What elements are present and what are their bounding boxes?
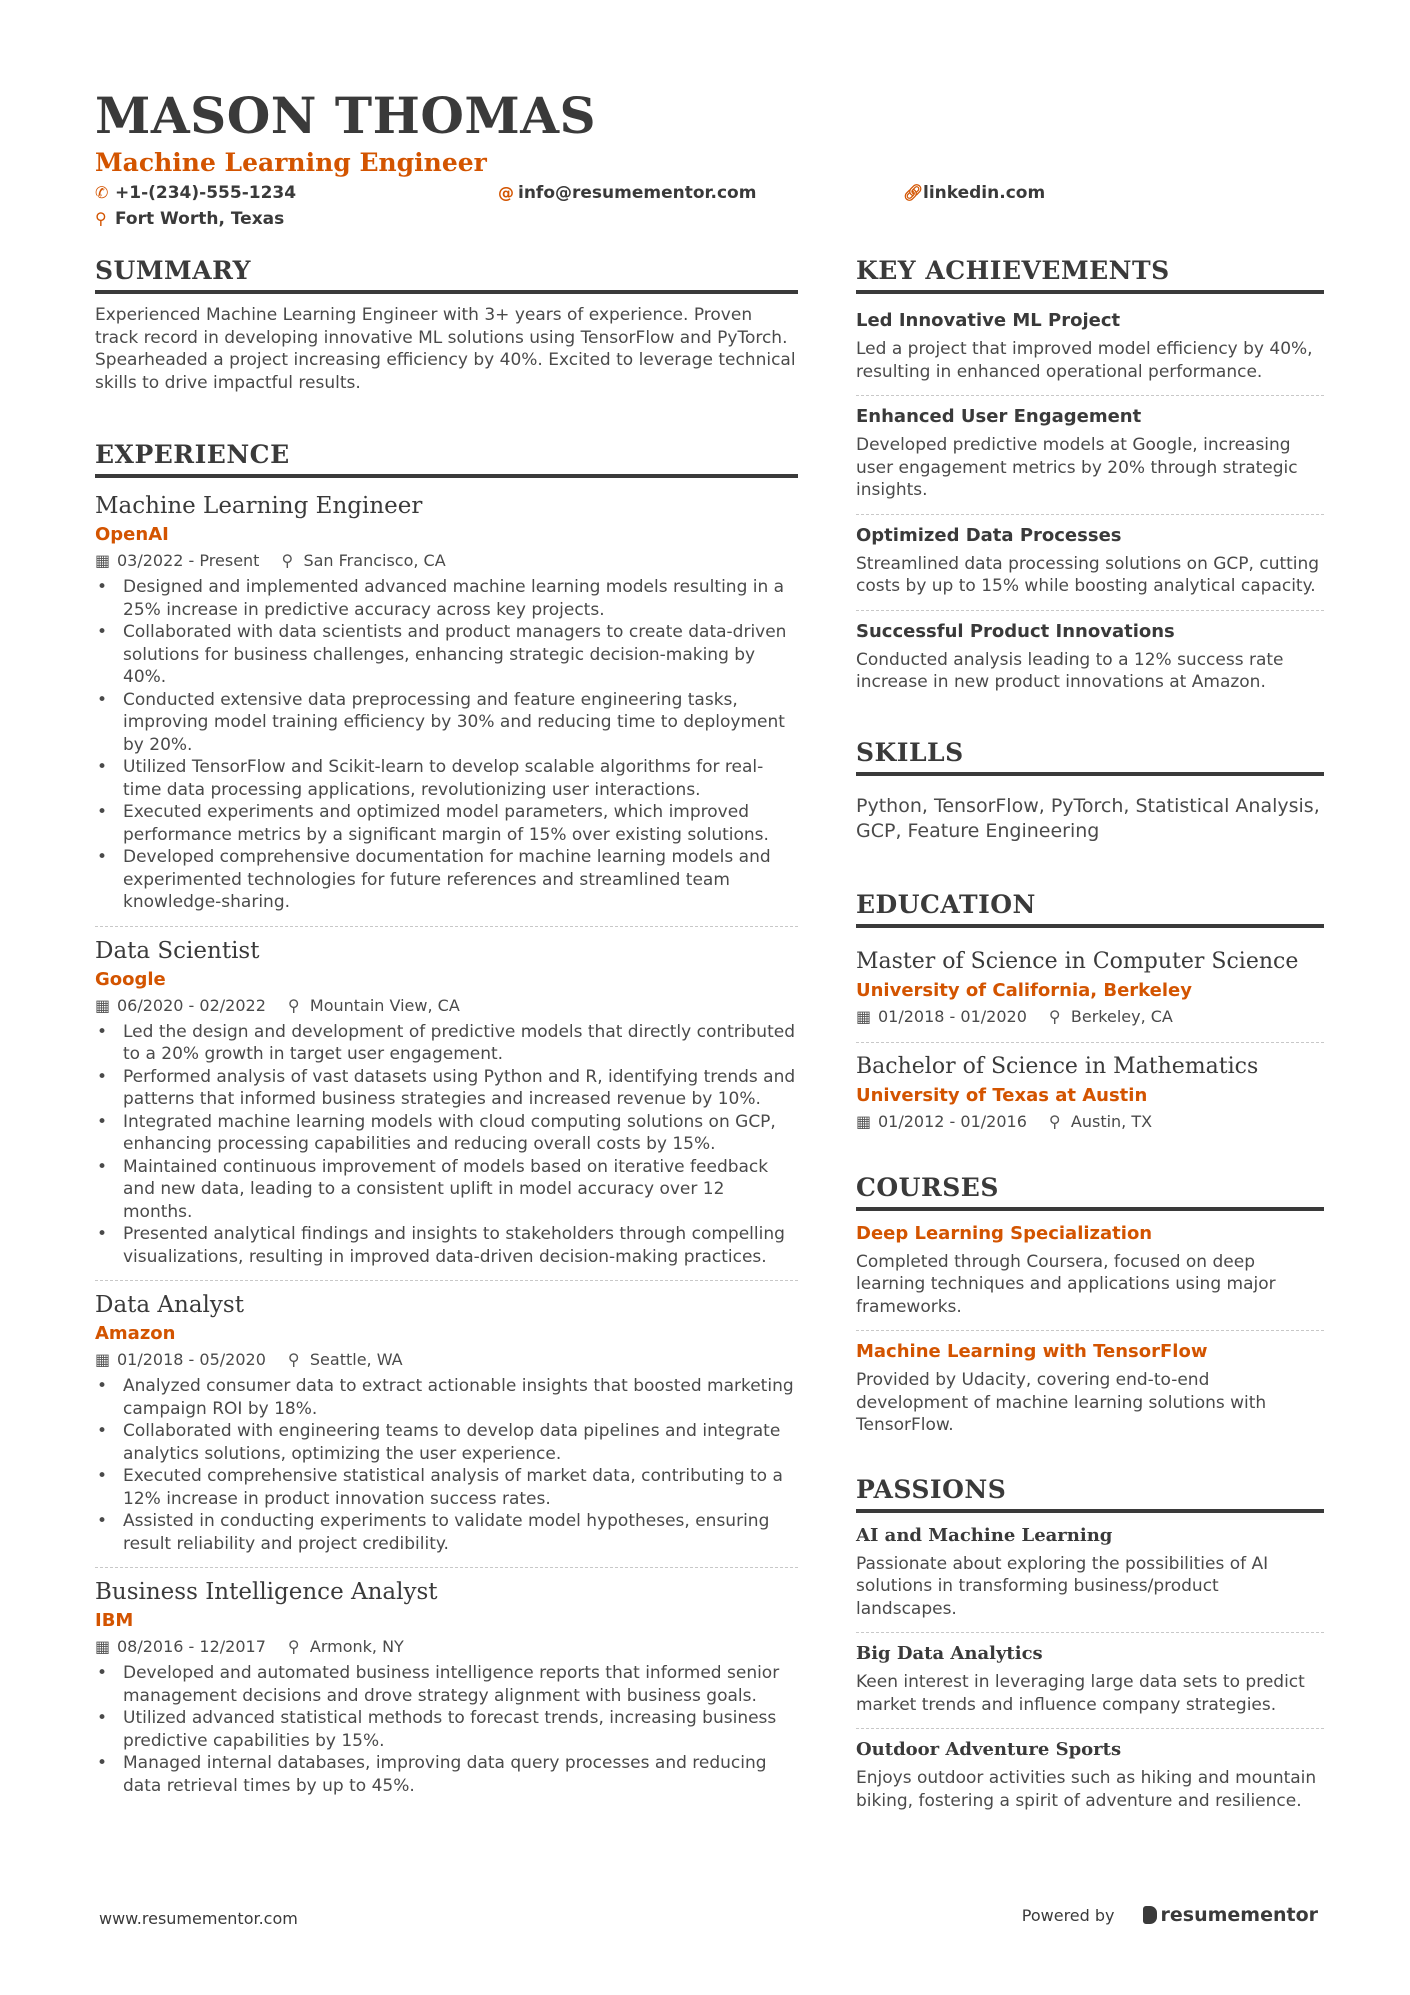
linkedin-text[interactable]: linkedin.com xyxy=(923,183,1046,203)
divider xyxy=(856,610,1324,611)
calendar-icon: ▦ xyxy=(856,1006,872,1026)
bullet-item: • Analyzed consumer data to extract actionable insights that boosted marketing campaign ROI by 18%. xyxy=(95,1375,798,1420)
meta-row xyxy=(95,993,798,1019)
degree-title: Bachelor of Science in Mathematics xyxy=(856,1053,1259,1079)
bullet-item: • Performed analysis of vast datasets using Python and R, identifying trends and patterns that informed business strategies and increased revenue by 10%. xyxy=(95,1066,798,1111)
contact-info xyxy=(95,180,1325,232)
location: San Francisco, CA xyxy=(303,551,446,570)
location: Austin, TX xyxy=(1070,1111,1153,1131)
company-name: IBM xyxy=(95,1610,134,1631)
map-pin-icon: ⚲ xyxy=(287,1637,300,1656)
at-icon: @ xyxy=(498,183,514,202)
footer-powered xyxy=(1022,1904,1318,1926)
contact-phone xyxy=(95,180,296,206)
bullet-item: • Executed experiments and optimized model parameters, which improved performance metrics by a significant margin of 15% over existing solutions. xyxy=(95,801,798,846)
divider xyxy=(856,1042,1324,1043)
bullet-item: • Collaborated with engineering teams to develop data pipelines and integrate analytics solutions, optimizing the user experience. xyxy=(95,1420,798,1465)
bullet-item: • Utilized TensorFlow and Scikit-learn to develop scalable algorithms for real-time data processing applications, revolutionizing user interactions. xyxy=(95,756,798,801)
meta-row xyxy=(95,1347,798,1373)
date-range: 01/2012 - 01/2016 xyxy=(878,1111,1027,1131)
divider xyxy=(856,395,1324,396)
brand-text: resumementor xyxy=(1160,1904,1318,1926)
phone-text: +1-(234)-555-1234 xyxy=(115,183,297,203)
passion-desc: Passionate about exploring the possibilities of AI solutions in transforming business/product landscapes. xyxy=(856,1553,1269,1619)
job-title: Data Analyst xyxy=(95,1292,244,1318)
education-heading: EDUCATION xyxy=(856,888,1324,928)
bullet-item: • Developed and automated business intelligence reports that informed senior management decisions and drove strategy alignment with business goals. xyxy=(95,1662,798,1707)
map-pin-icon: ⚲ xyxy=(1048,1111,1061,1131)
calendar-icon: ▦ xyxy=(95,995,111,1015)
bullet-list xyxy=(95,1375,798,1555)
date-range: 03/2022 - Present xyxy=(117,551,260,570)
date-range: 01/2018 - 05/2020 xyxy=(117,1350,266,1369)
bullet-item: • Maintained continuous improvement of models based on iterative feedback and new data, leading to a consistent uplift in model accuracy over 12 months. xyxy=(95,1156,798,1224)
passion-title: Outdoor Adventure Sports xyxy=(856,1739,1122,1760)
divider xyxy=(856,514,1324,515)
experience-heading: EXPERIENCE xyxy=(95,438,798,478)
achievements-heading: KEY ACHIEVEMENTS xyxy=(856,254,1324,294)
meta-row xyxy=(856,1109,1324,1135)
bullet-list xyxy=(95,576,798,914)
bullet-item: • Utilized advanced statistical methods to forecast trends, increasing business predictive capabilities by 15%. xyxy=(95,1707,798,1752)
summary-text: Experienced Machine Learning Engineer with 3+ years of experience. Proven track record in developing innovative ML solutions using TensorFlow and PyTorch. Spearheaded a project increasing efficiency by 40%. Excited to leverage technical skills to drive impactful results. xyxy=(95,305,796,393)
skills-text: Python, TensorFlow, PyTorch, Statistical Analysis, GCP, Feature Engineering xyxy=(856,794,1320,842)
date-range: 08/2016 - 12/2017 xyxy=(117,1637,266,1656)
course-title: Machine Learning with TensorFlow xyxy=(856,1341,1208,1362)
achievement-desc: Conducted analysis leading to a 12% success rate increase in new product innovations at Amazon. xyxy=(856,649,1284,692)
divider xyxy=(856,1632,1324,1633)
bullet-item: • Presented analytical findings and insights to stakeholders through compelling visualizations, resulting in improved data-driven decision-making practices. xyxy=(95,1223,798,1268)
meta-row xyxy=(95,1634,798,1660)
email-text[interactable]: info@resumementor.com xyxy=(518,183,757,203)
bullet-list xyxy=(95,1021,798,1269)
course-title: Deep Learning Specialization xyxy=(856,1222,1153,1244)
job-entry xyxy=(95,490,798,914)
location: Mountain View, CA xyxy=(309,995,460,1015)
education-list xyxy=(856,938,1324,1135)
skills-heading: SKILLS xyxy=(856,736,1324,776)
job-title: Machine Learning Engineer xyxy=(95,493,423,519)
meta-row xyxy=(95,548,798,574)
bullet-item: • Developed comprehensive documentation for machine learning models and experimented technologies for future references and streamlined team knowledge-sharing. xyxy=(95,846,798,914)
contact-linkedin[interactable] xyxy=(903,180,1045,206)
passion-desc: Enjoys outdoor activities such as hiking and mountain biking, fostering a spirit of adventure and resilience. xyxy=(856,1768,1317,1811)
course-desc: Completed through Coursera, focused on deep learning techniques and applications using major frameworks. xyxy=(856,1251,1276,1317)
location-text: Fort Worth, Texas xyxy=(115,209,285,229)
divider xyxy=(95,926,798,927)
divider xyxy=(95,1280,798,1281)
bullet-item: • Executed comprehensive statistical analysis of market data, contributing to a 12% increase in product innovation success rates. xyxy=(95,1465,798,1510)
map-pin-icon: ⚲ xyxy=(1048,1006,1061,1026)
achievement-desc: Streamlined data processing solutions on GCP, cutting costs by up to 15% while boosting analytical capacity. xyxy=(856,553,1320,596)
map-pin-icon: ⚲ xyxy=(95,209,107,228)
achievement-title: Successful Product Innovations xyxy=(856,620,1175,642)
map-pin-icon: ⚲ xyxy=(281,551,294,570)
achievement-title: Led Innovative ML Project xyxy=(856,310,1121,331)
bullet-item: • Led the design and development of predictive models that directly contributed to a 20% growth in target user engagement. xyxy=(95,1021,798,1066)
job-entry xyxy=(95,935,798,1269)
job-entry xyxy=(95,1289,798,1555)
courses-list xyxy=(856,1221,1324,1437)
date-range: 01/2018 - 01/2020 xyxy=(878,1006,1027,1026)
passion-desc: Keen interest in leveraging large data sets to predict market trends and influence company strategies. xyxy=(856,1672,1305,1715)
calendar-icon: ▦ xyxy=(95,551,111,570)
job-entry xyxy=(95,1576,798,1797)
degree-title: Master of Science in Computer Science xyxy=(856,948,1299,974)
candidate-role: Machine Learning Engineer xyxy=(95,148,487,177)
location: Berkeley, CA xyxy=(1070,1006,1173,1026)
map-pin-icon: ⚲ xyxy=(287,1350,300,1369)
contact-email[interactable] xyxy=(498,180,756,206)
divider xyxy=(856,1728,1324,1729)
achievement-title: Enhanced User Engagement xyxy=(856,406,1142,427)
right-column xyxy=(856,254,1324,1812)
achievement-title: Optimized Data Processes xyxy=(856,524,1122,546)
passions-heading: PASSIONS xyxy=(856,1473,1324,1513)
company-name: OpenAI xyxy=(95,524,169,545)
calendar-icon: ▦ xyxy=(95,1350,111,1369)
resume-header xyxy=(95,84,1325,232)
bullet-item: • Designed and implemented advanced machine learning models resulting in a 25% increase in predictive accuracy across key projects. xyxy=(95,576,798,621)
bullet-item: • Conducted extensive data preprocessing and feature engineering tasks, improving model training efficiency by 30% and reducing time to deployment by 20%. xyxy=(95,689,798,757)
resumementor-logo-icon xyxy=(1143,1906,1157,1924)
location: Seattle, WA xyxy=(309,1350,403,1369)
map-pin-icon: ⚲ xyxy=(287,995,300,1015)
achievement-desc: Developed predictive models at Google, increasing user engagement metrics by 20% through strategic insights. xyxy=(856,435,1298,500)
bullet-item: • Assisted in conducting experiments to validate model hypotheses, ensuring result reliability and project credibility. xyxy=(95,1510,798,1555)
experience-list xyxy=(95,490,798,1797)
location: Armonk, NY xyxy=(309,1637,404,1656)
phone-icon: ✆ xyxy=(95,183,109,202)
footer-website[interactable]: www.resumementor.com xyxy=(99,1909,298,1928)
bullet-list xyxy=(95,1662,798,1797)
passion-title: Big Data Analytics xyxy=(856,1643,1043,1664)
course-desc: Provided by Udacity, covering end-to-end development of machine learning solutions with TensorFlow. xyxy=(856,1370,1267,1435)
achievement-desc: Led a project that improved model efficiency by 40%, resulting in enhanced operational performance. xyxy=(856,339,1313,382)
powered-by-text: Powered by xyxy=(1021,1906,1115,1925)
passions-list xyxy=(856,1523,1324,1813)
bullet-item: • Managed internal databases, improving data query processes and reducing data retrieval times by up to 45%. xyxy=(95,1752,798,1797)
achievements-list xyxy=(856,304,1324,694)
candidate-name: MASON THOMAS xyxy=(95,86,597,145)
school-name: University of California, Berkeley xyxy=(856,979,1192,1001)
date-range: 06/2020 - 02/2022 xyxy=(117,995,266,1015)
passion-title: AI and Machine Learning xyxy=(856,1524,1113,1546)
bullet-item: • Collaborated with data scientists and product managers to create data-driven solutions for business challenges, enhancing strategic decision-making by 40%. xyxy=(95,621,798,689)
divider xyxy=(95,1567,798,1568)
company-name: Google xyxy=(95,968,166,990)
bullet-item: • Integrated machine learning models with cloud computing solutions on GCP, enhancing processing capabilities and reducing overall costs by 15%. xyxy=(95,1111,798,1156)
divider xyxy=(856,1330,1324,1331)
link-icon: 🔗︎ xyxy=(903,183,924,202)
job-title: Business Intelligence Analyst xyxy=(95,1579,438,1605)
summary-heading: SUMMARY xyxy=(95,254,798,294)
meta-row xyxy=(856,1004,1324,1030)
company-name: Amazon xyxy=(95,1323,176,1344)
school-name: University of Texas at Austin xyxy=(856,1084,1148,1106)
courses-heading: COURSES xyxy=(856,1171,1324,1211)
calendar-icon: ▦ xyxy=(95,1637,111,1656)
contact-location xyxy=(95,206,284,232)
job-title: Data Scientist xyxy=(95,937,260,964)
calendar-icon: ▦ xyxy=(856,1111,872,1131)
left-column xyxy=(95,254,798,1797)
